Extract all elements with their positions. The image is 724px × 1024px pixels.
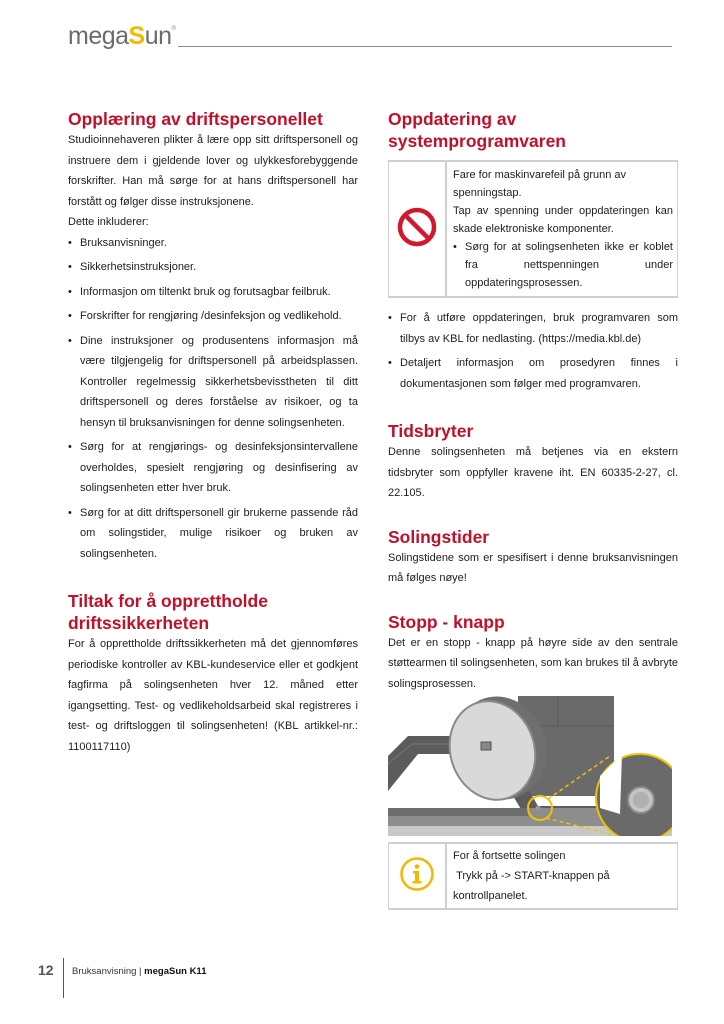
includes-label: Dette inkluderer: — [68, 216, 149, 228]
page-number: 12 — [38, 962, 54, 978]
timer-switch-body: Denne solingsenheten må betjenes via en ekstern tidsbryter som oppfyller kravene iht. EN 60335-2-27, cl. 22.105. — [388, 446, 678, 499]
spacer — [388, 589, 678, 611]
info-icon-cell — [388, 844, 447, 908]
list-item: • Bruksanvisninger. — [68, 233, 358, 254]
list-item: • Sørg for at ditt driftspersonell gir brukerne passende råd om solingstider, mulige risikoer og bruken av solingsenheten. — [68, 503, 358, 565]
info-text — [447, 844, 678, 908]
list-item: • Sørg for at solingsenheten ikke er koblet fra nettspenningen under oppdateringsprosessen. — [453, 238, 673, 292]
warning-text — [447, 162, 678, 296]
header-rule — [178, 46, 672, 47]
section-title-tanning-times: Solingstider — [388, 526, 490, 547]
operational-safety-body: For å opprettholde driftssikkerheten må det gjennomføres periodiske kontroller av KBL-kundeservice eller et godkjent fagfirma på solingsenheten hver 12. måned etter igangsetting. Test- og vedlikeholdsarbeid skal registreres i test- og driftsloggen til solingsenheten! (KBL artikkel-nr.: 1100117110) — [68, 638, 358, 753]
footer-product: megaSun K11 — [144, 966, 207, 977]
info-line-1: For å fortsette solingen — [453, 850, 566, 862]
stop-button-body: Det er en stopp - knapp på høyre side av den sentrale støttearmen til solingsenheten, som kan brukes til å avbryte solingsprosessen. — [388, 636, 678, 690]
logo-highlight: S — [128, 22, 145, 50]
footer-divider — [63, 958, 64, 998]
section-title-operator-training: Opplæring av driftspersonellet — [68, 109, 323, 129]
list-item: • For å utføre oppdateringen, bruk programvaren som tilbys av KBL for nedlasting. (https://media.kbl.de) — [388, 308, 678, 349]
warning-icon-cell — [388, 162, 447, 296]
section-title-stop-button: Stopp - knapp — [388, 611, 505, 632]
operator-training-list — [68, 233, 358, 565]
list-item: • Sikkerhetsinstruksjoner. — [68, 257, 358, 278]
list-item: • Detaljert informasjon om prosedyren finnes i dokumentasjonen som følger med programvaren. — [388, 353, 678, 394]
info-box — [388, 842, 678, 910]
spacer — [388, 298, 678, 308]
tanning-times-body: Solingstidene som er spesifisert i denne bruksanvisningen må følges nøye! — [388, 551, 678, 584]
megasun-logo — [68, 24, 175, 49]
warning-line-1: Fare for maskinvarefeil på grunn av spenningstap. — [453, 169, 627, 199]
section-title-software-update: Oppdatering av systemprogramvaren — [388, 109, 566, 151]
section-title-timer-switch: Tidsbryter — [388, 421, 474, 441]
warning-line-2: Tap av spenning under oppdateringen kan skade elektroniske komponenter. — [453, 205, 673, 235]
footer-doc-label: Bruksanvisning | — [72, 966, 145, 977]
software-update-list — [388, 308, 678, 394]
info-line-2: Trykk på -> START-knappen på kontrollpanelet. — [453, 870, 613, 902]
registered-mark: ® — [171, 26, 176, 32]
warning-box — [388, 160, 678, 298]
spacer — [68, 568, 358, 590]
spacer — [388, 398, 678, 420]
warning-list — [453, 238, 673, 292]
right-column — [388, 108, 678, 910]
spacer — [388, 504, 678, 526]
logo-prefix: mega — [68, 22, 129, 50]
list-item: • Forskrifter for rengjøring /desinfeksjon og vedlikehold. — [68, 306, 358, 327]
stop-button-illustration — [388, 696, 672, 836]
operator-training-intro: Studioinnehaveren plikter å lære opp sitt driftspersonell og instruere dem i gjeldende lover og ulykkesforebyggende forskrifter. Han må sørge for at hans driftspersonell har forstått og følger disse instruksjonene. — [68, 134, 358, 208]
left-column — [68, 108, 358, 757]
info-icon — [399, 856, 435, 897]
list-item: • Informasjon om tiltenkt bruk og forutsagbar feilbruk. — [68, 282, 358, 303]
section-title-operational-safety: Tiltak for å opprettholde driftssikkerheten — [68, 591, 268, 633]
footer-label — [72, 966, 206, 977]
list-item: • Dine instruksjoner og produsentens informasjon må være tilgjengelig for driftspersonell på arbeidsplassen. Kontroller regelmessig sikkerhetsbevisstheten til ditt driftspersonell og deres forståelse av risikoer, og ta hensyn til bruksanvisningen for denne solingsenheten. — [68, 331, 358, 434]
logo-suffix: un — [144, 22, 172, 50]
prohibition-icon — [397, 207, 437, 252]
list-item: • Sørg for at rengjørings- og desinfeksjonsintervallene overholdes, spesielt rengjøring og desinfisering av solingsenheten etter hver bruk. — [68, 437, 358, 499]
